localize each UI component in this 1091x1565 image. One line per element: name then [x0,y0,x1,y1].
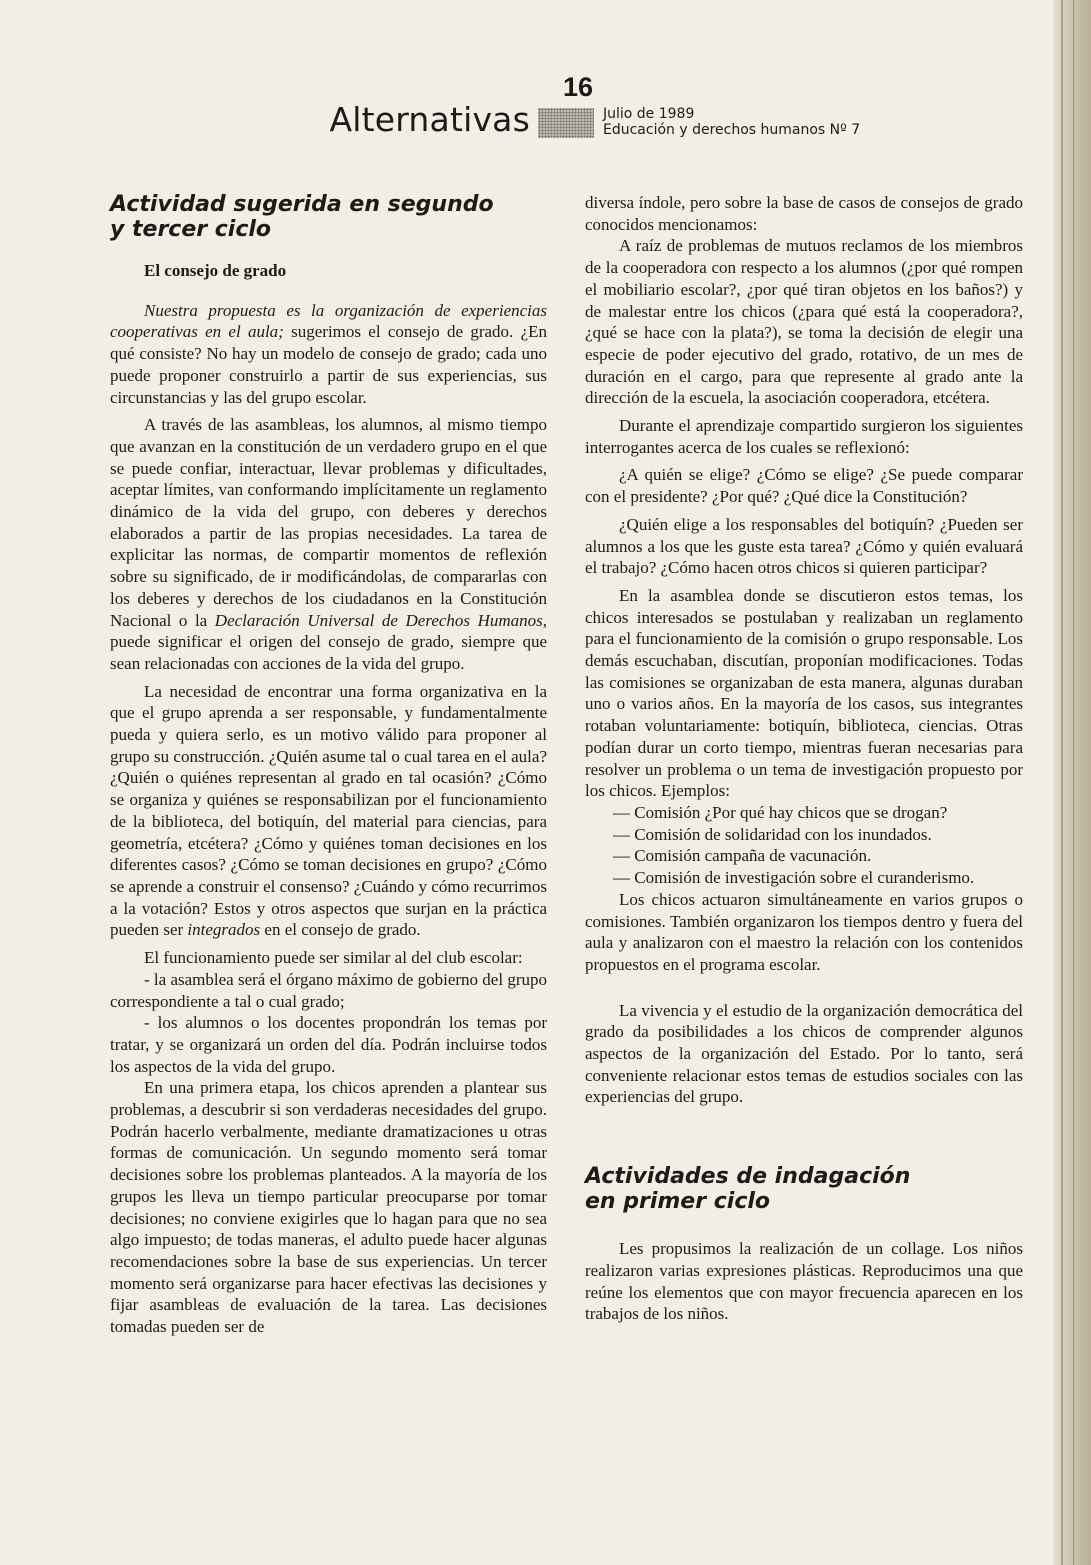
list-item: — Comisión de investigación sobre el curanderismo. [613,868,975,888]
masthead-date: Julio de 1989 [603,106,695,122]
emphasis-text: Declaración Universal de Derechos Humanos [214,610,543,630]
section-heading-1 [110,192,547,242]
paragraph: diversa índole, pero sobre la base de casos de consejos de grado conocidos mencionamos: [585,193,1023,234]
paragraph-text: sugerimos el consejo de grado. ¿En qué consiste? No hay un modelo de consejo de grado; cada uno puede proponer construirlo a partir de sus experiencias, sus circunstancias y las del grupo escolar. [110,322,548,407]
emphasis-text: integrados [187,920,261,940]
section-heading-1-line-2: y tercer ciclo [110,217,272,242]
masthead-dotted-swatch [538,108,594,138]
paragraph: Durante el aprendizaje compartido surgieron los siguientes interrogantes acerca de los cuales se reflexionó: [585,416,1023,457]
list-item: — Comisión ¿Por qué hay chicos que se drogan? [613,802,948,822]
paragraph [110,681,547,941]
paragraph-text: La necesidad de encontrar una forma organizativa en la que el grupo aprenda a ser responsable, y fundamentalmente pueda y quiera serlo, es un motivo válido para proponer al grupo su construcción. ¿Quién asume tal o cual tarea en el aula? ¿Quién o quiénes representan al grado en tal ocasión? ¿Cómo se organiza y quiénes se responsabilizan por el funcionamiento de la biblioteca, del botiquín, del material para ciencias, para geometría, etcétera? ¿Cómo y quiénes toman decisiones en los diferentes casos? ¿Cómo se toman decisiones en grupo? ¿Cómo se aprende a construir el consenso? ¿Cuándo y cómo recurrimos a la votación? Estos y otros aspectos que surjan en la práctica pueden ser [110,681,547,940]
page-number: 16 [562,72,594,102]
list-item: — Comisión de solidaridad con los inundados. [613,824,932,844]
masthead-series: Educación y derechos humanos Nº 7 [603,122,861,138]
left-column [110,192,547,1338]
paragraph: A raíz de problemas de mutuos reclamos de los miembros de la cooperadora con respecto a los alumnos (¿por qué rompen el mobiliario escolar?, ¿por qué tiran objetos en los baños?) y de malestar entre los chicos (¿para qué está la cooperadora?, ¿qué se hace con la plata?), se toma la decisión de elegir una especie de poder ejecutivo del grado, rotativo, de un mes de duración en el cargo, para que represente al grado ante la dirección de la escuela, la asociación cooperadora, etcétera. [585,236,1023,408]
list-item: — Comisión campaña de vacunación. [613,846,872,866]
paragraph: El funcionamiento puede ser similar al del club escolar: [144,948,523,968]
paragraph-text: A través de las asambleas, los alumnos, al mismo tiempo que avanzan en la constitución de un verdadero grupo en el que se puede confiar, interactuar, llevar problemas y dificultades, aceptar límites, van conformando implícitamente un reglamento dinámico de la vida del grupo, con deberes y derechos elaborados a partir de las propias necesidades. La tarea de explicitar las normas, de compartir momentos de reflexión sobre su significado, de ir modificándolas, de compararlas con los deberes y derechos de los ciudadanos en la Constitución Nacional o la [110,415,547,630]
paragraph: Les propusimos la realización de un collage. Los niños realizaron varias expresiones plásticas. Reproducimos una que reúne los elementos que con mayor frecuencia aparecen en los trabajos de los niños. [585,1239,1023,1324]
subheading-consejo: El consejo de grado [144,261,287,280]
paragraph: ¿A quién se elige? ¿Cómo se elige? ¿Se puede comparar con el presidente? ¿Por qué? ¿Qué dice la Constitución? [585,465,1023,507]
emphasis-text: Nuestra propuesta es la organización de experiencias cooperativas en el aula; [110,300,547,342]
paragraph: En una primera etapa, los chicos aprenden a plantear sus problemas, a descubrir si son verdaderas necesidades del grupo. Podrán hacerlo verbalmente, mediante dramatizaciones u otras formas de comunicación. Un segundo momento será tomar decisiones sobre los problemas planteados. A la mayoría de los grupos les lleva un tiempo particular preocuparse por tomar decisiones; no conviene exigirles que lo hagan para que no sea algo impuesto; de todas maneras, el adulto puede hacer algunas recomendaciones sobre la base de sus experiencias. Un tercer momento será organizarse para hacer efectivas las decisiones y fijar asambleas de evaluación de la tarea. Las decisiones tomadas pueden ser de [110,1078,547,1337]
paragraph: La vivencia y el estudio de la organización democrática del grado da posibilidades a los chicos de comprender algunos aspectos de la organización del Estado. Por lo tanto, será conveniente relacionar estos temas de estudios sociales con las experiencias del grupo. [585,1000,1023,1107]
section-heading-2-line-1: Actividades de indagación [585,1164,911,1190]
right-column [585,192,1023,1325]
section-heading-2-line-2: en primer ciclo [585,1189,771,1215]
paragraph: En la asamblea donde se discutieron estos temas, los chicos interesados se postulaban y realizaban un reglamento para el funcionamiento de la comisión o grupo responsable. Los demás escuchaban, discutían, proponían modificaciones. Todas las comisiones se organizaban de esta manera, algunas duraban uno o varios años. En la mayoría de los casos, sus integrantes rotaban voluntariamente: botiquín, biblioteca, ciencias. Otras podían durar un corto tiempo, mientras fueran necesarias para resolver un problema o un tema de investigación propuesto por los chicos. Ejemplos: [585,585,1023,801]
book-binding-edge [1053,0,1091,1565]
paragraph: Los chicos actuaron simultáneamente en varios grupos o comisiones. También organizaron los tiempos dentro y fuera del aula y analizaron con el maestro la relación con los contenidos propuestos en el programa escolar. [585,889,1023,974]
paragraph: ¿Quién elige a los responsables del botiquín? ¿Pueden ser alumnos a los que les guste esta tarea? ¿Cómo y quién evaluará el trabajo? ¿Cómo hacen otros chicos si quieren participar? [585,514,1023,578]
list-item: - la asamblea será el órgano máximo de gobierno del grupo correspondiente a tal o cual grado; [110,969,547,1011]
section-heading-1-line-1: Actividad sugerida en segundo [110,192,494,217]
section-heading-2 [585,1164,1023,1214]
paragraph-text: en el consejo de grado. [260,920,421,940]
masthead-title: Alternativas [329,100,530,139]
paragraph-text: , puede significar el origen del consejo de grado, siempre que sean relacionadas con acciones de la vida del grupo. [110,610,548,673]
list-item: - los alumnos o los docentes propondrán los temas por tratar, y se organizará un orden del día. Podrán incluirse todos los aspectos de la vida del grupo. [110,1013,547,1076]
paragraph [110,414,547,674]
paragraph [110,300,547,409]
